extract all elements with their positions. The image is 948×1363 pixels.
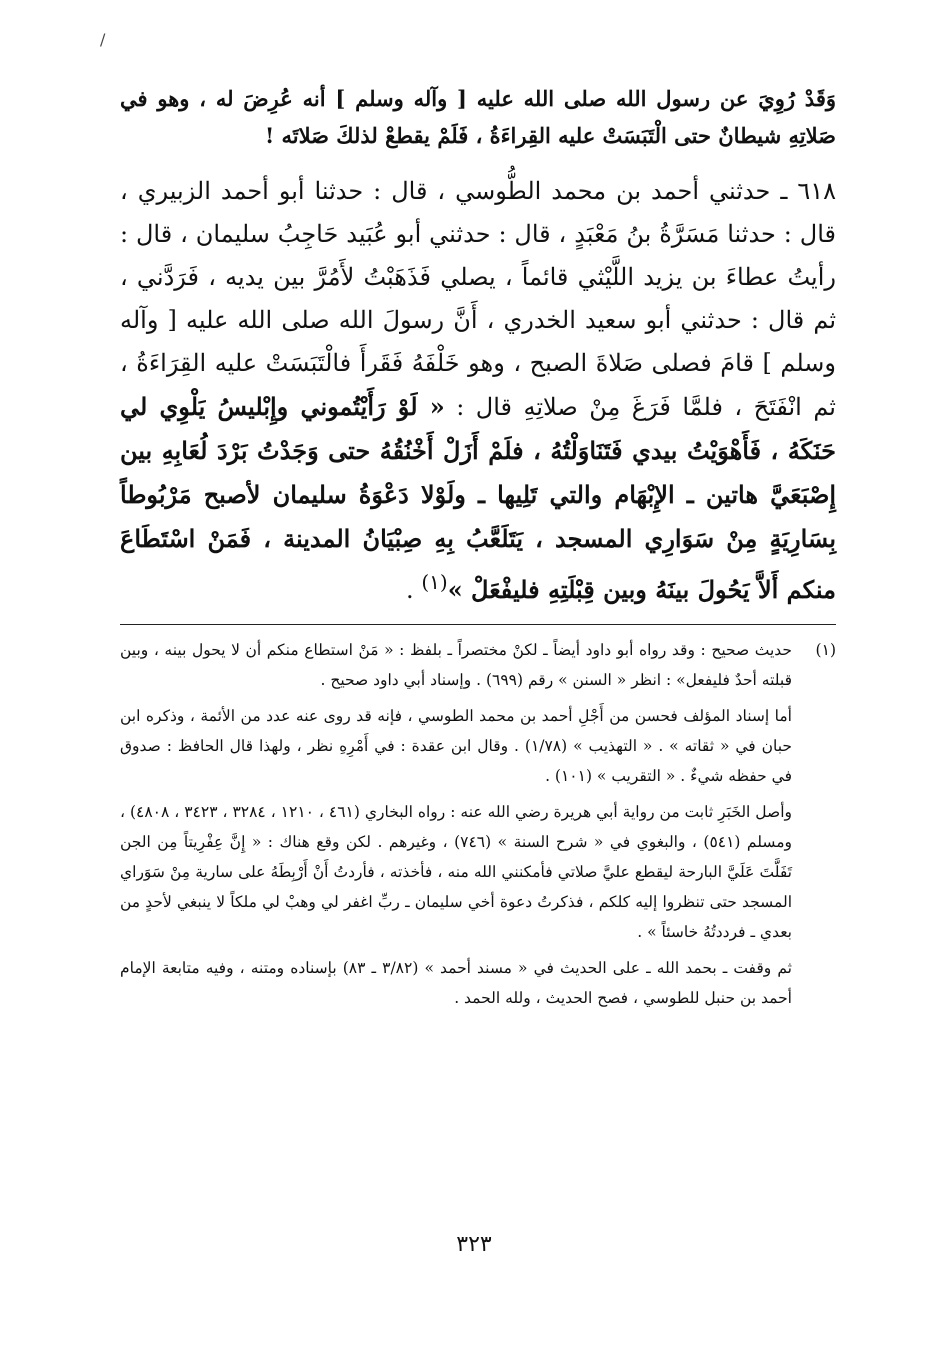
footnote-1 — [120, 635, 836, 695]
margin-mark: / — [100, 30, 106, 49]
footnote-divider — [120, 624, 836, 625]
footnote-reference: (١) — [421, 570, 448, 594]
hadith-chain-text: حدثني أحمد بن محمد الطُّوسي ، قال : حدثنا أبو أحمد الزبيري ، قال : حدثنا مَسَرَّةُ بنُ مَعْبَدٍ ، قال : حدثني أبو عُبَيد حَاجِبُ سليمان ، قال : رأيتُ عطاءَ بن يزيد اللَّيْثي قائماً ، يصلي فَذَهَبْتُ لأَمُرَّ بين يديه ، فَرَدَّني ، ثم قال : حدثني أبو سعيد الخدري ، أَنَّ رسولَ الله صلى الله عليه [ وآله وسلم ] قامَ فصلى صَلاةَ الصبح ، وهو خَلْفَهُ فَقَرأَ فالْتَبَسَتْ عليه القِرَاءَةُ ، ثم انْفَتَحَ ، فلمَّا فَرَغَ مِنْ صلاتِهِ قال : — [120, 177, 837, 421]
page-body — [120, 80, 836, 1013]
footnotes-section — [120, 635, 836, 1013]
footnote-para-1: حديث صحيح : وقد رواه أبو داود أيضاً ـ لكنْ مختصراً ـ بلفظ : « مَنْ استطاع منكم أن لا يحول بينه ، وبين قبلته أحدٌ فليفعل» : انظر « السنن » رقم (٦٩٩) . وإسناد أبي داود صحيح . — [120, 641, 792, 689]
footnote-para-3: وأصل الخَبَرِ ثابت من رواية أبي هريرة رضي الله عنه : رواه البخاري (٤٦١ ، ١٢١٠ ، ٣٢٨٤ ، ٣٤٢٣ ، ٤٨٠٨) ، ومسلم (٥٤١) ، والبغوي في « شرح السنة » (٧٤٦) ، وغيرهم . لكن وقع هناك : « إِنَّ عِفْرِيتاً مِن الجن تَفَلَّتَ عَلَيَّ البارحة ليقطع عليَّ صلاتي فأمكنني الله منه ، فأخذته ، فأردتُ أَنْ أَرْبِطَهُ على سارية مِنْ سَوَراي المسجد حتى تنظروا إليه كلكم ، فذكرتُ دعوة أخي سليمان ـ ربِّ اغفر لي وهبْ لي ملكاً لا ينبغي لأحدٍ من بعدي ـ فرددتُهُ خاسئاً » . — [120, 803, 793, 941]
hadith-number: ٦١٨ ـ — [780, 177, 836, 205]
footnote-para-4: ثم وقفت ـ بحمد الله ـ على الحديث في « مسند أحمد » (٣/٨٢ ـ ٨٣) بإسناده ومتنه ، وفيه متابعة الإمام أحمد بن حنبل للطوسي ، فصح الحديث ، ولله الحمد . — [120, 959, 792, 1007]
footnote-para-2: أما إسناد المؤلف فحسن من أَجْلِ أحمد بن محمد الطوسي ، فإنه قد روى عنه عدد من الأئمة ، وذكره ابن حبان في « ثقاته » . « التهذيب » (١/٧٨) . وقال ابن عقدة : في أَمْرِهِ نظر ، ولهذا قال الحافظ : صدوق في حفظه شيءٌ . « التقريب » (١٠١) . — [120, 707, 792, 785]
hadith-paragraph — [120, 170, 836, 612]
page-number: ٣٢٣ — [456, 1232, 492, 1257]
footnote-marker: (١) — [815, 641, 836, 659]
hadith-end: . — [406, 576, 422, 604]
intro-paragraph: وَقَدْ رُوِيَ عن رسول الله صلى الله عليه [ وآله وسلم ] أنه عُرِضَ له ، وهو في صَلاتِهِ شيطانٌ حتى الْتَبَسَتْ عليه القِراءَةُ ، فَلَمْ يقطعْ لذلكَ صَلاتَه ! — [120, 86, 836, 148]
hadith-quote: « لَوْ رَأَيْتُموني وإِبْليسُ يَلْوِي لي حَنَكَهُ ، فَأَهْوَيْتُ بيدي فَتَنَاوَلْتُهُ ، فلَمْ أَزَلْ أَخْنُقُهُ حتى وَجَدْتُ بَرْدَ لُعَابِهِ بين إِصْبَعَيَّ هاتين ـ الإِبْهَام والتي تَلِيها ـ ولَوْلا دَعْوَةُ سليمان لأصبح مَرْبُوطاً بِسَارِيَةٍ مِنْ سَوَارِي المسجد ، يَتَلَعَّبُ بِهِ صِبْيَانُ المدينة ، فَمَنْ اسْتَطَاعَ منكم أَلاَّ يَحُولَ بينَهُ وبين قِبْلَتِهِ فليفْعَلْ » — [120, 392, 837, 604]
